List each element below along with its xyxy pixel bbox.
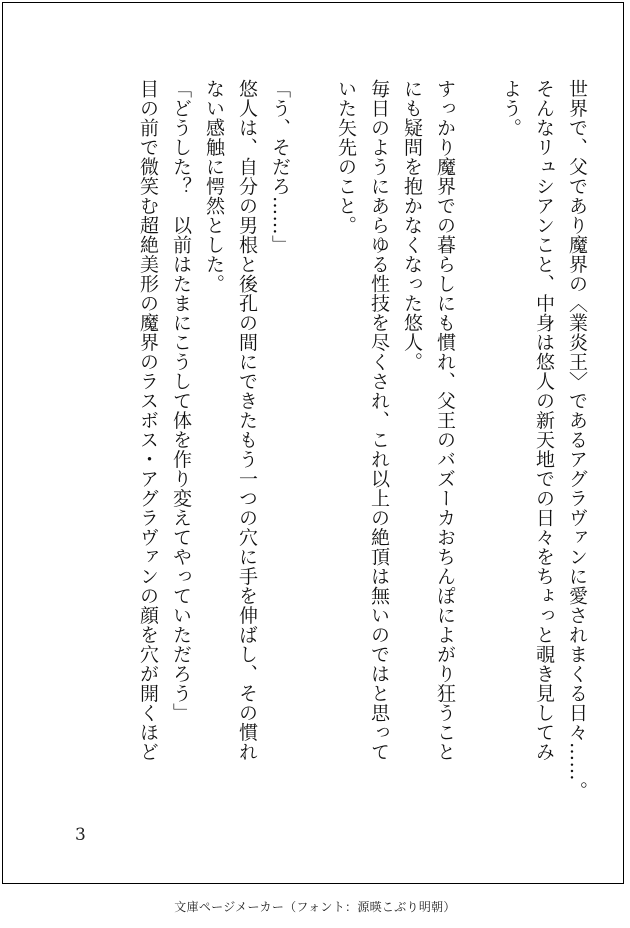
body-line: よう。 [500,79,522,138]
body-text [131,79,593,799]
body-line: 悠人は、自分の男根と後孔の間にできたもう一つの穴に手を伸ばし、その慣れ [236,79,258,762]
body-line: 「どうした？ 以前はたまにこうして体を作り変えてやっていただろう」 [170,79,192,723]
body-line: いた矢先のこと。 [335,79,357,235]
book-page [2,2,624,884]
body-line: 世界で、父であり魔界の〈業炎王〉であるアグラヴァンに愛されまくる日々……。 [566,79,588,801]
body-line: 「う、そだろ……」 [269,79,291,255]
blank-line [461,79,494,799]
body-line: 目の前で微笑む超絶美形の魔界のラスボス・アグラヴァンの顔を穴が開くほど [137,79,159,762]
body-line: 毎日のようにあらゆる性技を尽くされ、これ以上の絶頂は無いのではと思って [368,79,390,762]
body-line: にも疑問を抱かなくなった悠人。 [401,79,423,372]
body-line: ない感触に愕然とした。 [203,79,225,294]
footer-caption: 文庫ページメーカー（フォント：源暎こぶり明朝） [174,900,456,914]
page-number: 3 [75,825,86,845]
body-line: そんなリュシアンこと、中身は悠人の新天地での日々をちょっと覗き見してみ [533,79,555,762]
body-line: すっかり魔界での暮らしにも慣れ、父王のバズーカおちんぽによがり狂うこと [434,79,456,762]
blank-line [296,79,329,799]
